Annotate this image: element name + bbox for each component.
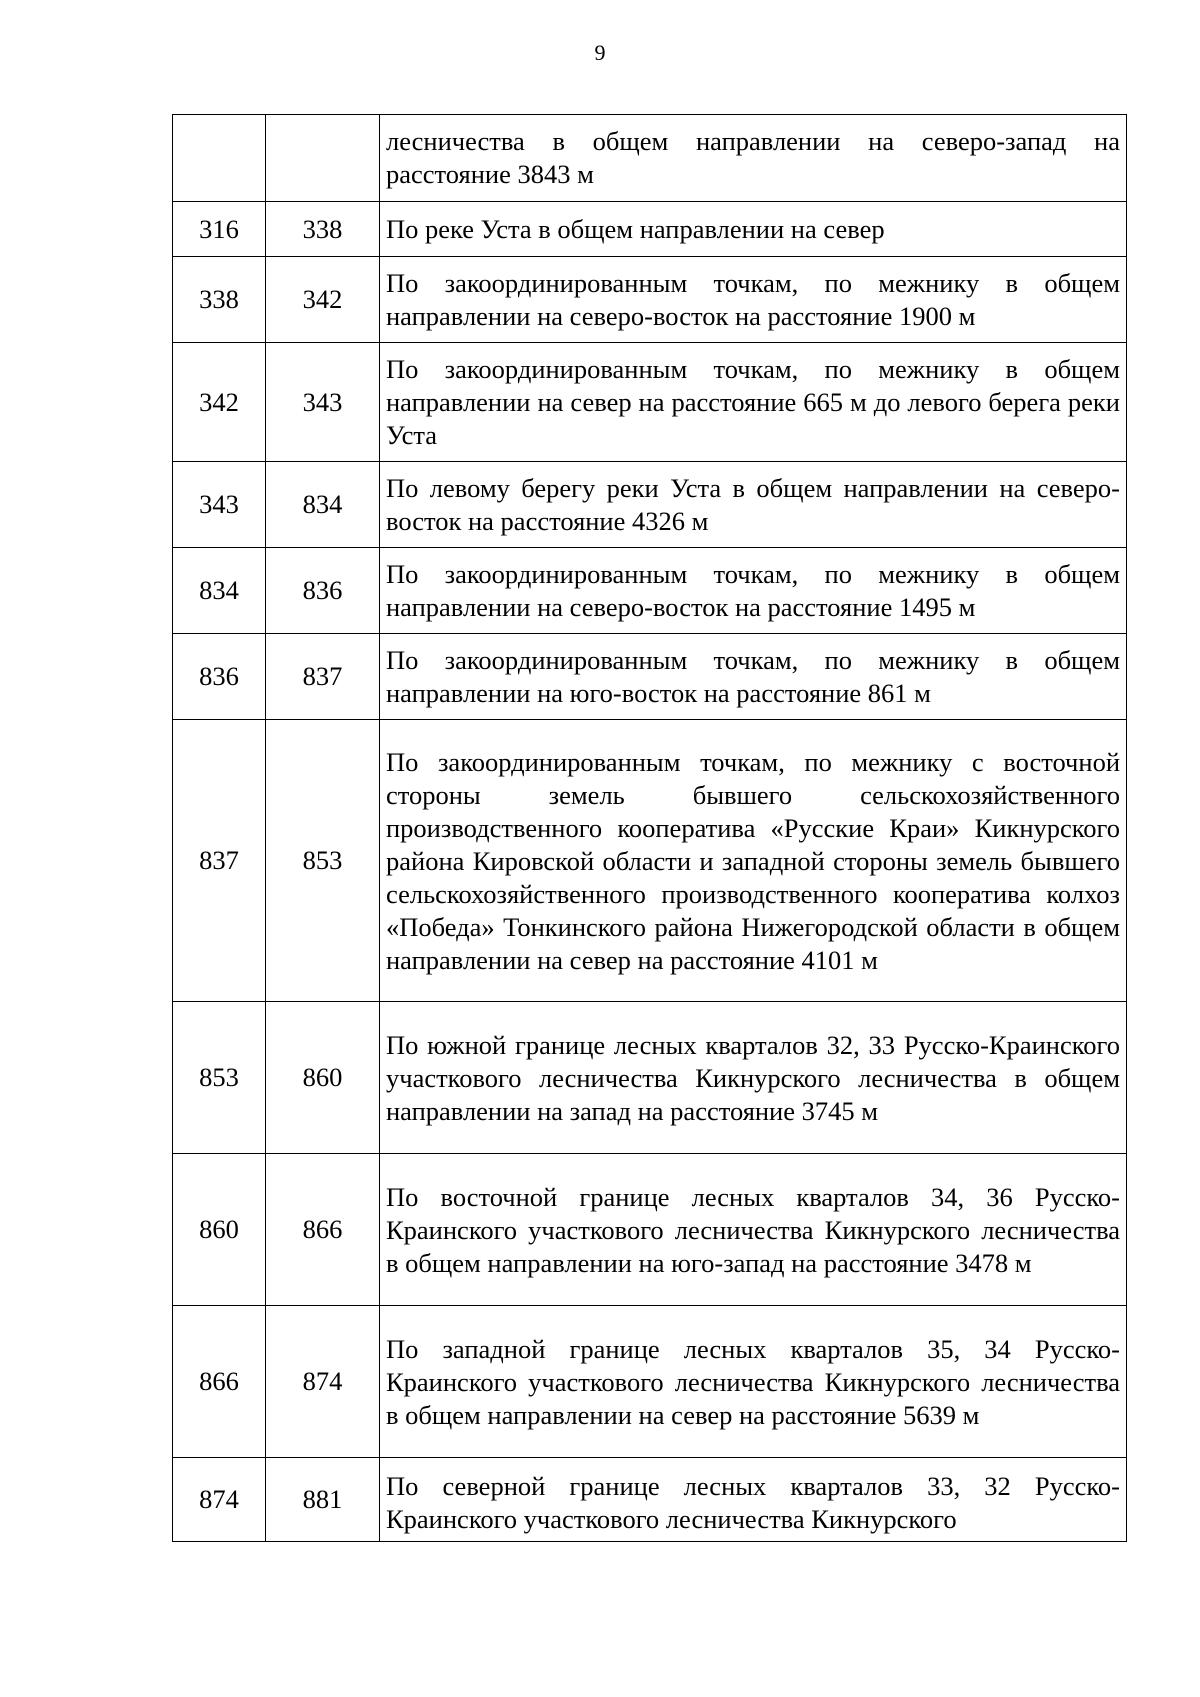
description-cell [380, 115, 1127, 202]
description-text: По западной границе лесных кварталов 35, 34 Русско-Краинского участкового лесничества Кикнурского лесничества в общем направлении на север на расстояние 5639 м [386, 1333, 1120, 1430]
from-point-cell: 834 [173, 548, 266, 634]
table-row [173, 115, 1127, 202]
to-point-cell: 866 [266, 1154, 380, 1306]
description-cell [380, 548, 1127, 634]
from-point-cell: 874 [173, 1458, 266, 1542]
table-row [173, 1306, 1127, 1458]
description-cell [380, 1154, 1127, 1306]
boundary-description-table [172, 114, 1127, 1542]
from-point-cell: 342 [173, 343, 266, 462]
to-point-cell: 338 [266, 202, 380, 257]
from-point-cell: 837 [173, 720, 266, 1002]
description-text: По закоординированным точкам, по межнику в общем направлении на север на расстояние 665 м до левого берега реки Уста [386, 354, 1120, 450]
description-text: По закоординированным точкам, по межнику в общем направлении на северо-восток на расстояние 1900 м [386, 268, 1120, 331]
from-point-cell: 338 [173, 257, 266, 343]
description-cell [380, 257, 1127, 343]
description-text: По закоординированным точкам, по межнику с восточной стороны земель бывшего сельскохозяйственного производственного кооператива «Русские Краи» Кикнурского района Кировской области и западной стороны земель бывшего сельскохозяйственного производственного кооператива колхоз «Победа» Тонкинского района Нижегородской области в общем направлении на север на расстояние 4101 м [386, 746, 1120, 975]
to-point-cell: 836 [266, 548, 380, 634]
to-point-cell: 342 [266, 257, 380, 343]
table-row [173, 1458, 1127, 1542]
to-point-cell: 853 [266, 720, 380, 1002]
table-row [173, 202, 1127, 257]
description-text: лесничества в общем направлении на северо-запад на расстояние 3843 м [386, 125, 1120, 189]
from-point-cell: 860 [173, 1154, 266, 1306]
description-text: По восточной границе лесных кварталов 34, 36 Русско-Краинского участкового лесничества Кикнурского лесничества в общем направлении на юго-запад на расстояние 3478 м [386, 1181, 1120, 1278]
description-cell [380, 202, 1127, 257]
to-point-cell [266, 115, 380, 202]
to-point-cell: 834 [266, 462, 380, 548]
table-row [173, 462, 1127, 548]
description-cell [380, 462, 1127, 548]
description-text: По южной границе лесных кварталов 32, 33 Русско-Краинского участкового лесничества Кикнурского лесничества в общем направлении на запад на расстояние 3745 м [386, 1029, 1120, 1126]
from-point-cell: 853 [173, 1002, 266, 1154]
table-row [173, 343, 1127, 462]
page-number: 9 [594, 40, 606, 65]
table-row [173, 634, 1127, 720]
description-cell [380, 634, 1127, 720]
description-cell [380, 720, 1127, 1002]
to-point-cell: 874 [266, 1306, 380, 1458]
table-row [173, 720, 1127, 1002]
description-text: По левому берегу реки Уста в общем направлении на северо-восток на расстояние 4326 м [386, 473, 1120, 536]
table-row [173, 1154, 1127, 1306]
description-cell [380, 1306, 1127, 1458]
description-cell [380, 343, 1127, 462]
table-row [173, 257, 1127, 343]
from-point-cell [173, 115, 266, 202]
table-row [173, 1002, 1127, 1154]
from-point-cell: 866 [173, 1306, 266, 1458]
description-text: По закоординированным точкам, по межнику в общем направлении на юго-восток на расстояние 861 м [386, 645, 1120, 708]
description-text: По закоординированным точкам, по межнику в общем направлении на северо-восток на расстояние 1495 м [386, 559, 1120, 622]
to-point-cell: 837 [266, 634, 380, 720]
from-point-cell: 316 [173, 202, 266, 257]
to-point-cell: 343 [266, 343, 380, 462]
from-point-cell: 836 [173, 634, 266, 720]
to-point-cell: 860 [266, 1002, 380, 1154]
table-row [173, 548, 1127, 634]
description-text: По реке Уста в общем направлении на север [386, 214, 885, 244]
description-text: По северной границе лесных кварталов 33, 32 Русско-Краинского участкового лесничества Кикнурского [386, 1470, 1120, 1534]
from-point-cell: 343 [173, 462, 266, 548]
to-point-cell: 881 [266, 1458, 380, 1542]
description-cell [380, 1458, 1127, 1542]
description-cell [380, 1002, 1127, 1154]
